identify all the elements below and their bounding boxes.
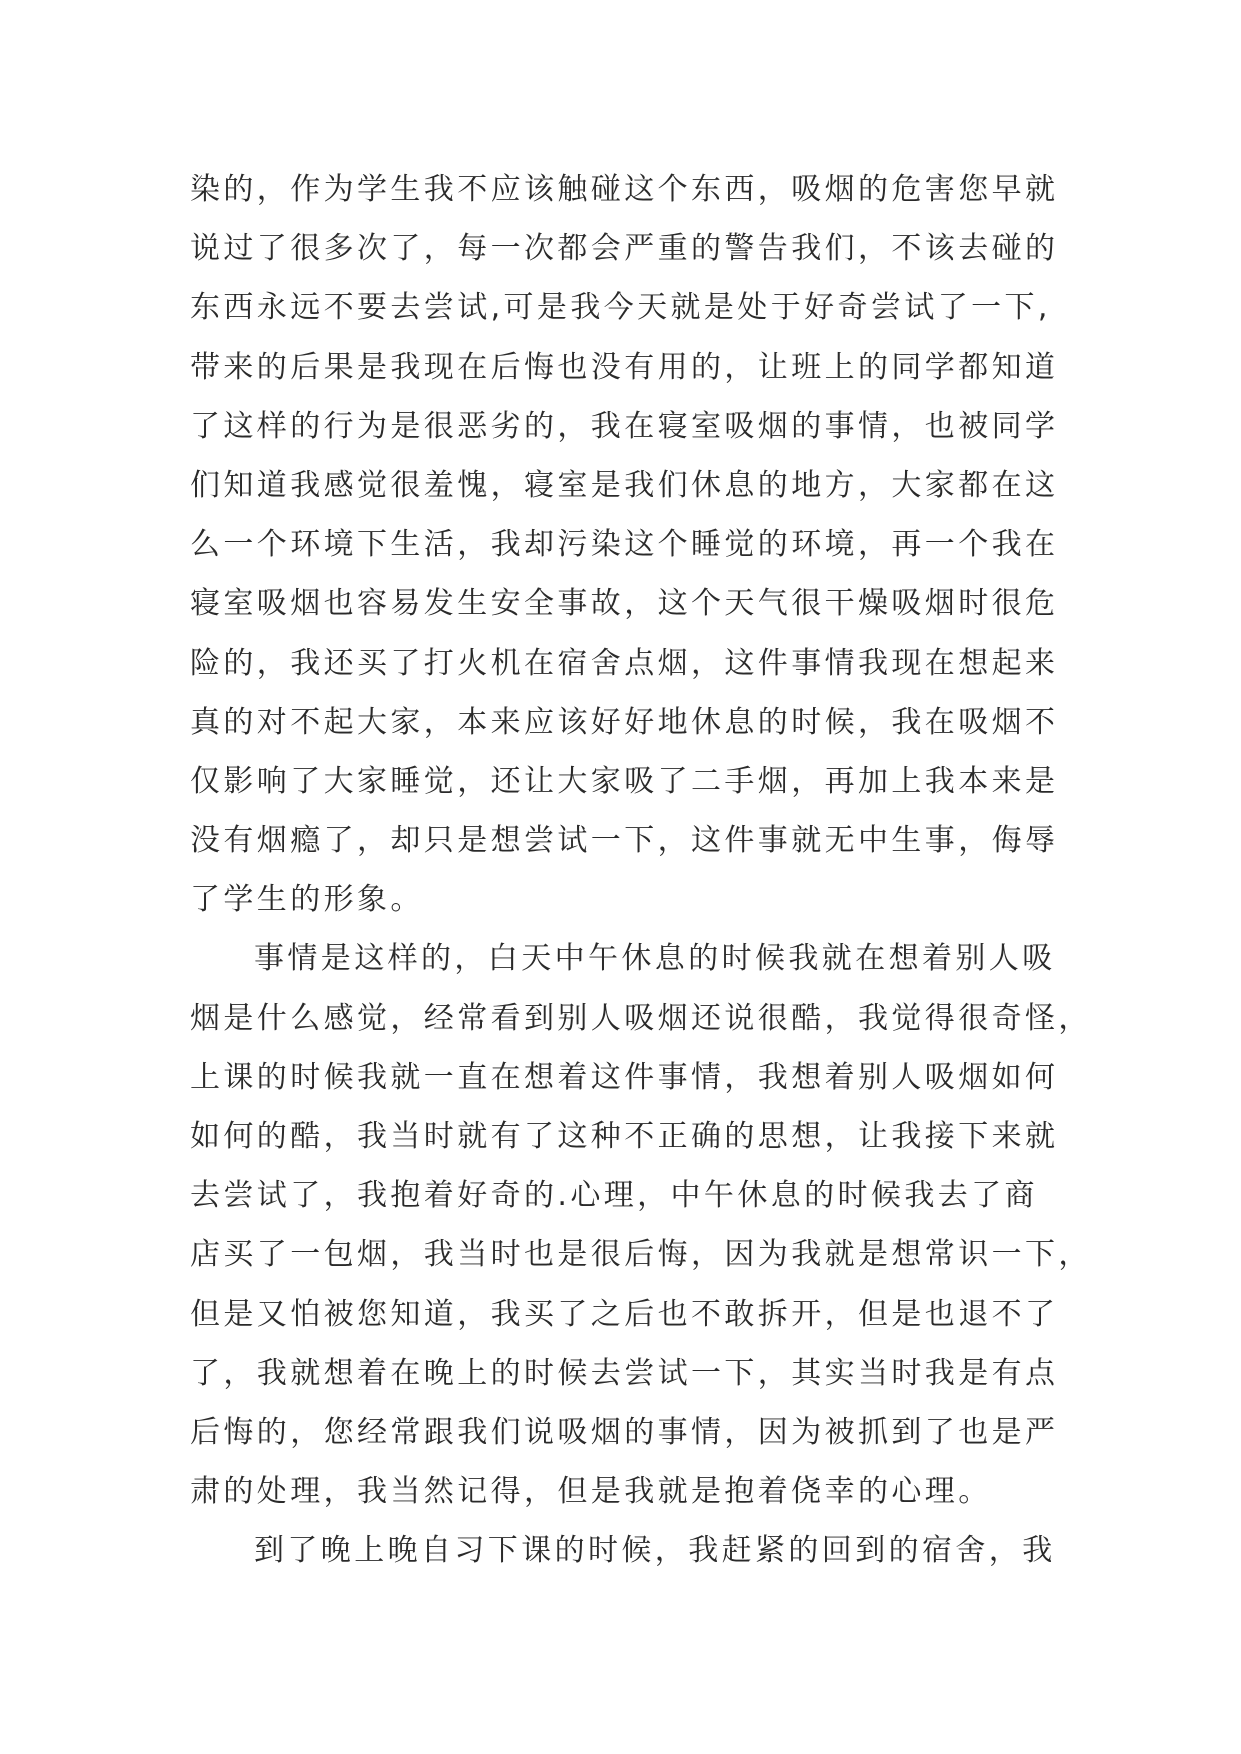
- paragraph-first-line: 事情是这样的，白天中午休息的时候我就在想着别人吸: [254, 941, 1056, 977]
- text-line: 去尝试了，我抱着好奇的.心理，中午休息的时候我去了商: [190, 1178, 1038, 1214]
- text-line: 么一个环境下生活，我却污染这个睡觉的环境，再一个我在: [190, 527, 1059, 563]
- text-line: 没有烟瘾了，却只是想尝试一下，这件事就无中生事，侮辱: [190, 823, 1059, 859]
- text-line: 说过了很多次了，每一次都会严重的警告我们，不该去碰的: [190, 231, 1059, 267]
- text-line: 东西永远不要去尝试,可是我今天就是处于好奇尝试了一下,: [190, 290, 1051, 326]
- text-line: 了学生的形象。: [190, 882, 424, 918]
- text-line: 寝室吸烟也容易发生安全事故，这个天气很干燥吸烟时很危: [190, 586, 1059, 622]
- text-line: 了，我就想着在晚上的时候去尝试一下，其实当时我是有点: [190, 1355, 1059, 1391]
- text-line: 烟是什么感觉，经常看到别人吸烟还说很酷，我觉得很奇怪，: [190, 1000, 1092, 1036]
- text-line: 但是又怕被您知道，我买了之后也不敢拆开，但是也退不了: [190, 1296, 1059, 1332]
- text-line: 带来的后果是我现在后悔也没有用的，让班上的同学都知道: [190, 349, 1059, 385]
- text-line: 险的，我还买了打火机在宿舍点烟，这件事情我现在想起来: [190, 645, 1059, 681]
- paragraph-first-line: 到了晚上晚自习下课的时候，我赶紧的回到的宿舍，我: [254, 1533, 1056, 1569]
- text-line: 如何的酷，我当时就有了这种不正确的思想，让我接下来就: [190, 1119, 1059, 1154]
- text-line: 上课的时候我就一直在想着这件事情，我想着别人吸烟如何: [190, 1059, 1059, 1095]
- text-line: 们知道我感觉很羞愧，寝室是我们休息的地方，大家都在这: [190, 467, 1059, 503]
- text-line: 肃的处理，我当然记得，但是我就是抱着侥幸的心理。: [190, 1474, 992, 1510]
- body-text: [190, 160, 1092, 1581]
- text-line: 仅影响了大家睡觉，还让大家吸了二手烟，再加上我本来是: [190, 763, 1059, 799]
- text-line: 店买了一包烟，我当时也是很后悔，因为我就是想常识一下，: [190, 1237, 1092, 1273]
- text-line: 真的对不起大家，本来应该好好地休息的时候，我在吸烟不: [190, 704, 1059, 740]
- text-line: 染的，作为学生我不应该触碰这个东西，吸烟的危害您早就: [190, 172, 1059, 207]
- text-line: 后悔的，您经常跟我们说吸烟的事情，因为被抓到了也是严: [190, 1414, 1059, 1450]
- text-line: 了这样的行为是很恶劣的，我在寝室吸烟的事情，也被同学: [190, 408, 1059, 444]
